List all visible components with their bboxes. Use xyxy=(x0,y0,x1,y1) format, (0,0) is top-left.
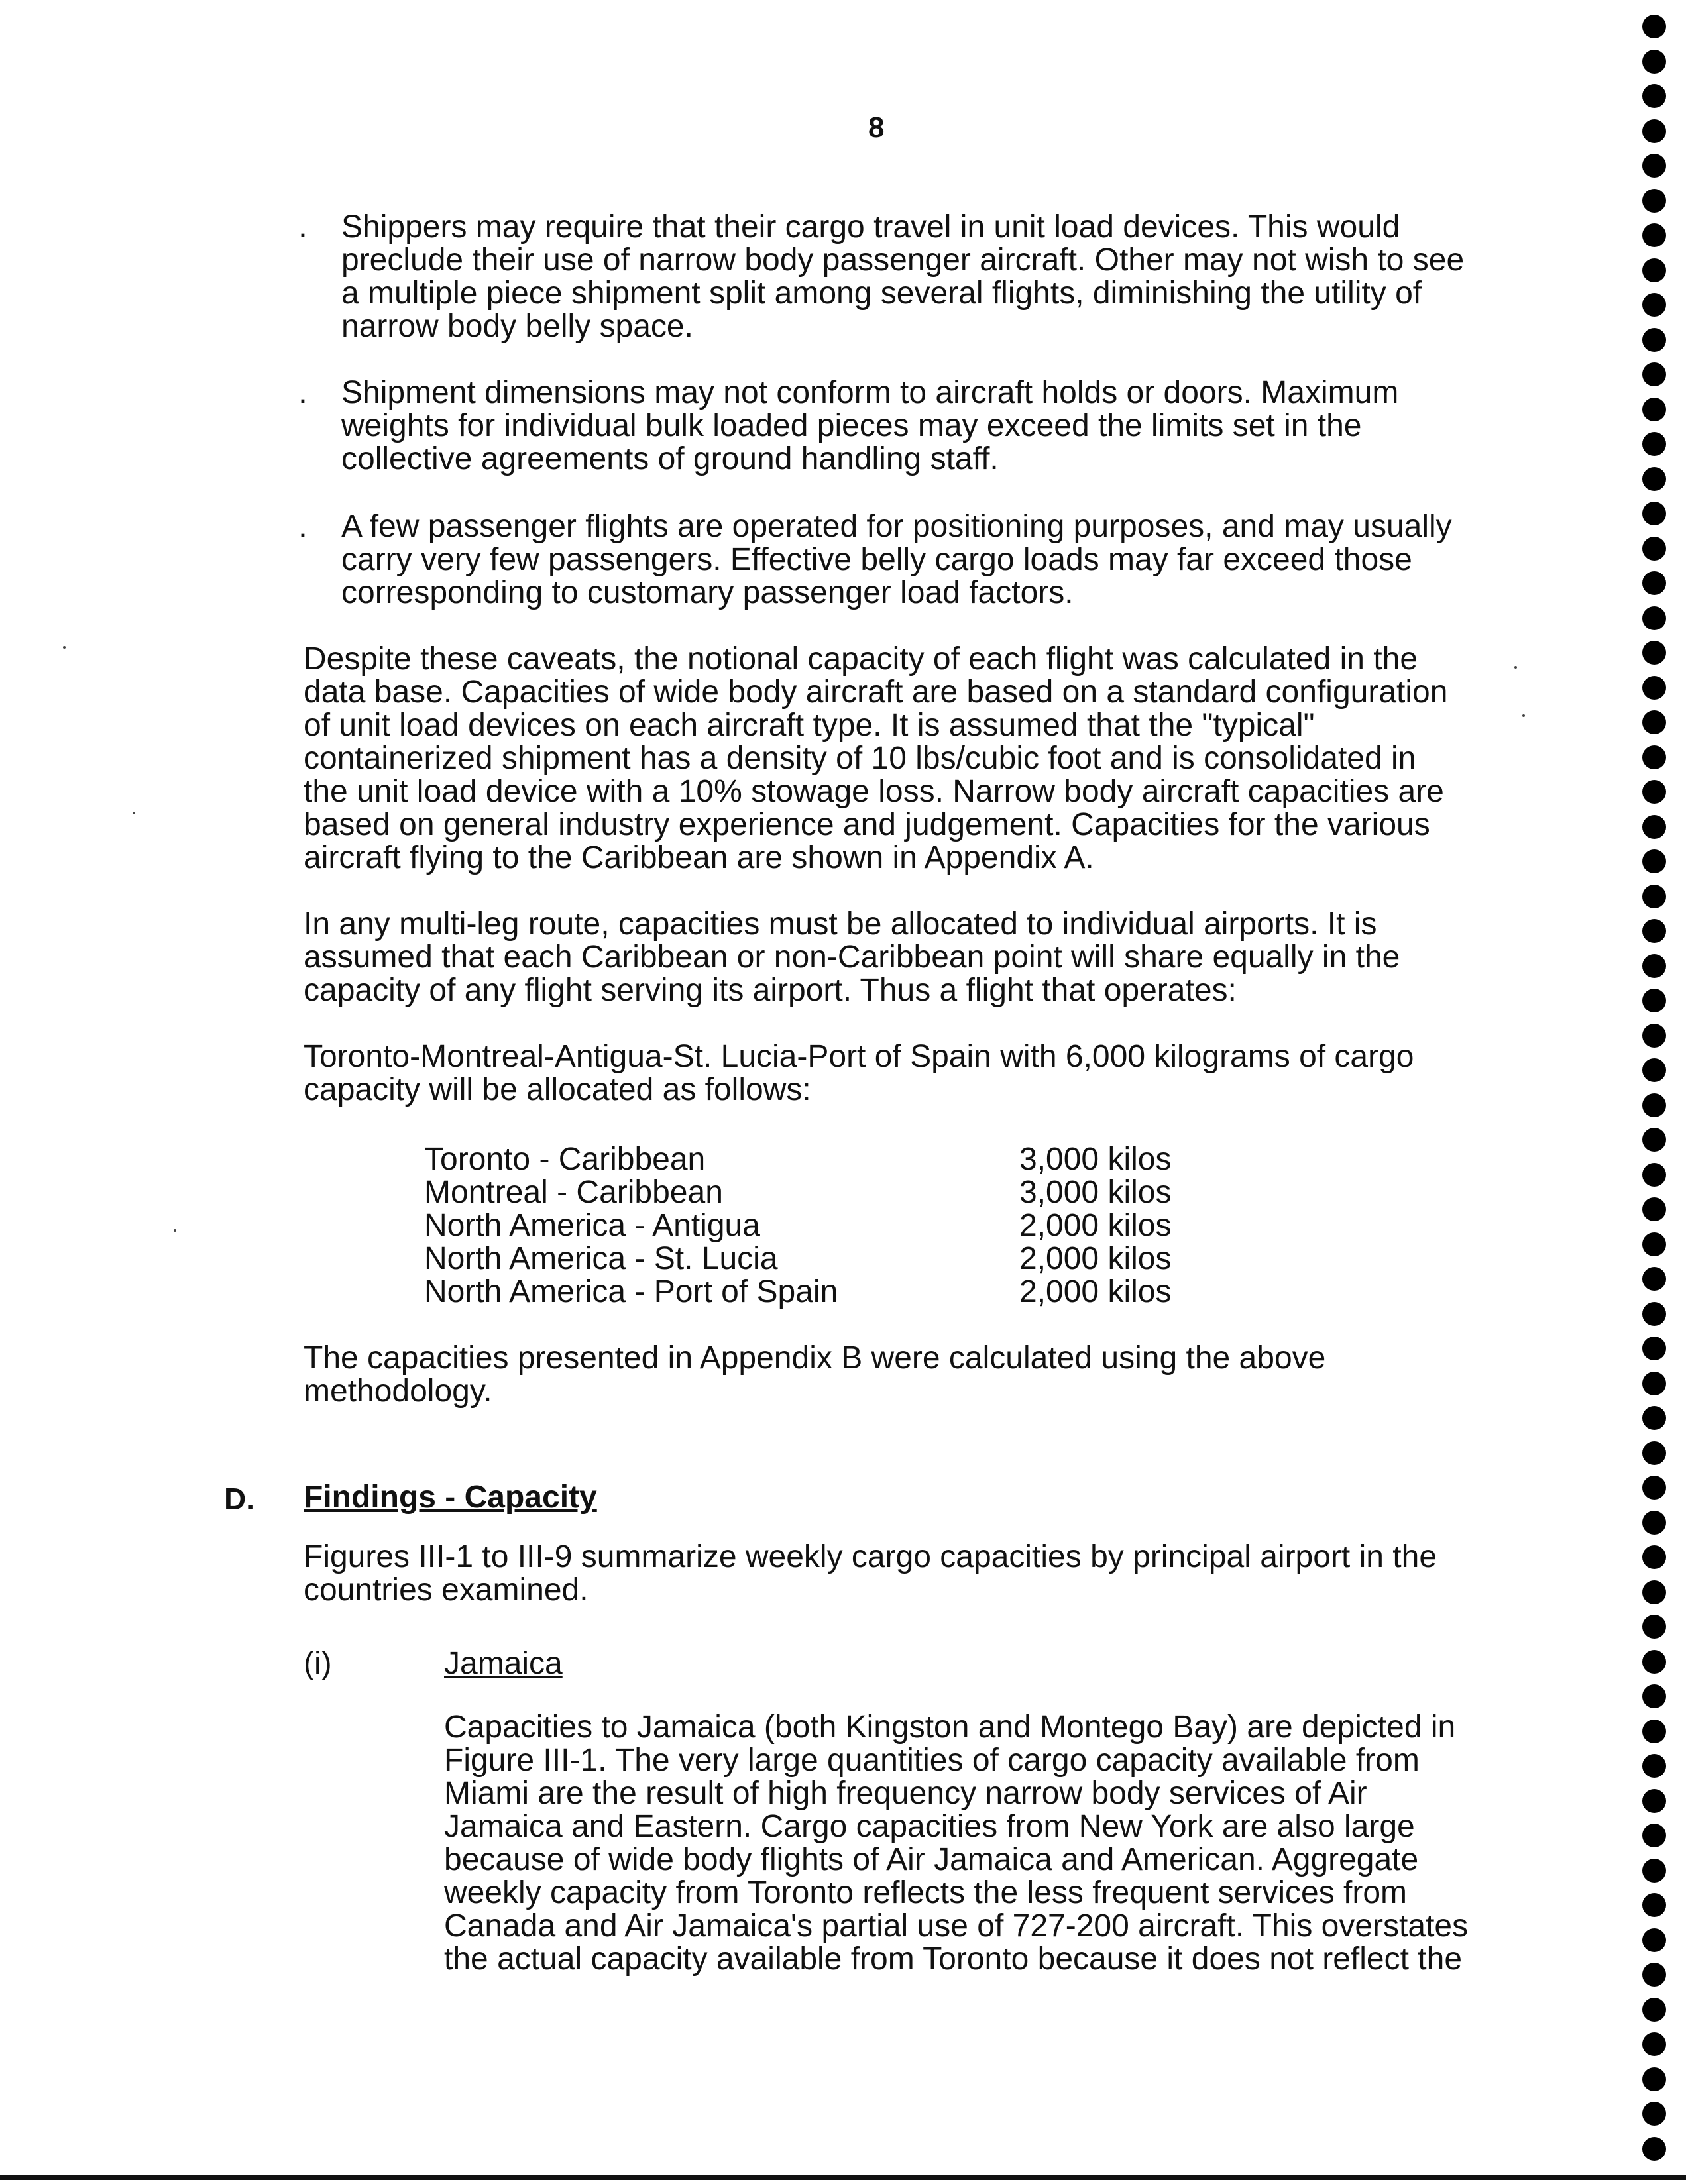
text-line: assumed that each Caribbean or non-Caribbean point will share equally in the xyxy=(304,940,1400,975)
paragraph-jamaica xyxy=(444,1711,1571,1976)
text-line: Shipment dimensions may not conform to aircraft holds or doors. Maximum xyxy=(341,375,1399,410)
capacity-cell: 2,000 kilos xyxy=(1019,1274,1172,1309)
binder-hole xyxy=(1642,84,1666,108)
binder-hole xyxy=(1642,1824,1666,1847)
binder-hole xyxy=(1642,1511,1666,1535)
paragraph-appendix-b xyxy=(304,1342,1530,1408)
text-line: Canada and Air Jamaica's partial use of 727-200 aircraft. This overstates xyxy=(444,1908,1469,1943)
text-line: narrow body belly space. xyxy=(341,309,693,344)
text-line: because of wide body flights of Air Jamaica and American. Aggregate xyxy=(444,1842,1419,1877)
binder-hole xyxy=(1642,189,1666,213)
bullet-item-shipment-dimensions xyxy=(341,376,1587,476)
binder-hole xyxy=(1642,1998,1666,2022)
binder-hole xyxy=(1642,676,1666,700)
text-line: Toronto-Montreal-Antigua-St. Lucia-Port of Spain with 6,000 kilograms of cargo xyxy=(304,1039,1414,1074)
binder-hole xyxy=(1642,1163,1666,1187)
binder-hole xyxy=(1642,1720,1666,1743)
bullet-marker: . xyxy=(298,207,308,245)
binder-hole xyxy=(1642,119,1666,143)
text-line: containerized shipment has a density of 10 lbs/cubic foot and is consolidated in xyxy=(304,741,1416,776)
binder-hole xyxy=(1642,1545,1666,1569)
binder-hole xyxy=(1642,1859,1666,1883)
paragraph-caveats xyxy=(304,643,1530,875)
text-line: weekly capacity from Toronto reflects the less frequent services from xyxy=(444,1875,1408,1910)
paragraph-multi-leg xyxy=(304,908,1530,1007)
binder-hole xyxy=(1642,1406,1666,1430)
binder-hole xyxy=(1642,15,1666,38)
binder-hole xyxy=(1642,571,1666,595)
section-letter: D. xyxy=(224,1482,254,1516)
scan-speck xyxy=(1522,714,1525,717)
scan-speck xyxy=(1514,666,1517,669)
text-line: Despite these caveats, the notional capacity of each flight was calculated in the xyxy=(304,641,1418,677)
text-line: the unit load device with a 10% stowage loss. Narrow body aircraft capacities are xyxy=(304,774,1444,809)
binder-hole xyxy=(1642,1615,1666,1639)
binder-hole xyxy=(1642,989,1666,1012)
binder-hole xyxy=(1642,2067,1666,2091)
binder-hole xyxy=(1642,1058,1666,1082)
binder-hole xyxy=(1642,1650,1666,1674)
paragraph-route xyxy=(304,1040,1530,1107)
text-line: aircraft flying to the Caribbean are shown in Appendix A. xyxy=(304,840,1094,875)
binder-hole xyxy=(1642,502,1666,525)
text-line: methodology. xyxy=(304,1374,492,1409)
text-line: Figure III-1. The very large quantities of cargo capacity available from xyxy=(444,1743,1420,1778)
binder-hole xyxy=(1642,467,1666,491)
scan-speck xyxy=(63,646,66,649)
text-line: capacity will be allocated as follows: xyxy=(304,1072,811,1107)
binder-hole xyxy=(1642,223,1666,247)
binder-hole xyxy=(1642,1024,1666,1048)
binder-hole xyxy=(1642,50,1666,74)
route-cell: North America - St. Lucia xyxy=(424,1241,778,1276)
page-bottom-edge xyxy=(0,2175,1686,2180)
text-line: preclude their use of narrow body passenger aircraft. Other may not wish to see xyxy=(341,243,1465,278)
allocation-table xyxy=(424,1143,1219,1309)
table-row xyxy=(424,1176,1219,1209)
binder-hole xyxy=(1642,745,1666,769)
binder-hole xyxy=(1642,1337,1666,1360)
binder-hole xyxy=(1642,328,1666,352)
subsection-title: Jamaica xyxy=(444,1646,563,1681)
binder-hole xyxy=(1642,919,1666,943)
binder-hole xyxy=(1642,849,1666,873)
binder-hole xyxy=(1642,1893,1666,1917)
text-line: Figures III-1 to III-9 summarize weekly cargo capacities by principal airport in the xyxy=(304,1539,1437,1574)
binder-hole xyxy=(1642,641,1666,665)
binder-hole xyxy=(1642,1963,1666,1987)
section-title: Findings - Capacity xyxy=(304,1480,597,1515)
text-line: weights for individual bulk loaded pieces may exceed the limits set in the xyxy=(341,408,1362,443)
binder-hole xyxy=(1642,2102,1666,2126)
binder-hole xyxy=(1642,1476,1666,1500)
text-line: capacity of any flight serving its airport. Thus a flight that operates: xyxy=(304,973,1237,1008)
text-line: corresponding to customary passenger load factors. xyxy=(341,575,1074,610)
bullet-item-unit-load-devices xyxy=(341,211,1587,343)
route-cell: North America - Port of Spain xyxy=(424,1274,838,1309)
binder-hole xyxy=(1642,780,1666,804)
binder-hole xyxy=(1642,258,1666,282)
binder-hole xyxy=(1642,1302,1666,1326)
text-line: a multiple piece shipment split among several flights, diminishing the utility of xyxy=(341,276,1422,311)
table-row xyxy=(424,1276,1219,1309)
table-row xyxy=(424,1209,1219,1242)
binder-holes xyxy=(1642,0,1669,2184)
capacity-cell: 2,000 kilos xyxy=(1019,1208,1172,1243)
text-line: Jamaica and Eastern. Cargo capacities from New York are also large xyxy=(444,1809,1415,1844)
capacity-cell: 2,000 kilos xyxy=(1019,1241,1172,1276)
route-cell: Montreal - Caribbean xyxy=(424,1175,723,1210)
route-cell: North America - Antigua xyxy=(424,1208,760,1243)
binder-hole xyxy=(1642,1684,1666,1708)
binder-hole xyxy=(1642,362,1666,386)
binder-hole xyxy=(1642,398,1666,421)
text-line: A few passenger flights are operated for positioning purposes, and may usually xyxy=(341,509,1452,544)
scan-speck xyxy=(133,812,135,814)
subsection-number: (i) xyxy=(304,1646,332,1681)
binder-hole xyxy=(1642,1267,1666,1291)
table-row xyxy=(424,1143,1219,1176)
binder-hole xyxy=(1642,954,1666,978)
binder-hole xyxy=(1642,1928,1666,1952)
text-line: countries examined. xyxy=(304,1572,589,1608)
text-line: Capacities to Jamaica (both Kingston and Montego Bay) are depicted in xyxy=(444,1710,1456,1745)
text-line: carry very few passengers. Effective belly cargo loads may far exceed those xyxy=(341,542,1412,577)
text-line: Miami are the result of high frequency narrow body services of Air xyxy=(444,1776,1367,1811)
text-line: In any multi-leg route, capacities must be allocated to individual airports. It is xyxy=(304,906,1377,942)
text-line: The capacities presented in Appendix B were calculated using the above xyxy=(304,1340,1326,1376)
paragraph-figures xyxy=(304,1541,1530,1607)
binder-hole xyxy=(1642,2032,1666,2056)
binder-hole xyxy=(1642,293,1666,317)
bullet-marker: . xyxy=(298,373,308,410)
text-line: based on general industry experience and judgement. Capacities for the various xyxy=(304,807,1430,842)
binder-hole xyxy=(1642,1372,1666,1395)
binder-hole xyxy=(1642,1128,1666,1152)
binder-hole xyxy=(1642,1093,1666,1117)
capacity-cell: 3,000 kilos xyxy=(1019,1142,1172,1177)
binder-hole xyxy=(1642,1754,1666,1778)
text-line: the actual capacity available from Toronto because it does not reflect the xyxy=(444,1941,1463,1977)
binder-hole xyxy=(1642,1580,1666,1604)
table-row xyxy=(424,1242,1219,1276)
binder-hole xyxy=(1642,1232,1666,1256)
binder-hole xyxy=(1642,1789,1666,1813)
binder-hole xyxy=(1642,606,1666,630)
binder-hole xyxy=(1642,154,1666,178)
text-line: collective agreements of ground handling staff. xyxy=(341,441,999,476)
route-cell: Toronto - Caribbean xyxy=(424,1142,706,1177)
bullet-marker: . xyxy=(298,508,308,545)
bullet-item-positioning-flights xyxy=(341,510,1587,610)
binder-hole xyxy=(1642,432,1666,456)
binder-hole xyxy=(1642,1197,1666,1221)
text-line: of unit load devices on each aircraft type. It is assumed that the "typical" xyxy=(304,708,1315,743)
binder-hole xyxy=(1642,1441,1666,1465)
binder-hole xyxy=(1642,885,1666,908)
scan-speck xyxy=(174,1229,176,1232)
capacity-cell: 3,000 kilos xyxy=(1019,1175,1172,1210)
text-line: data base. Capacities of wide body aircraft are based on a standard configuration xyxy=(304,675,1448,710)
binder-hole xyxy=(1642,2137,1666,2161)
text-line: Shippers may require that their cargo travel in unit load devices. This would xyxy=(341,209,1400,245)
binder-hole xyxy=(1642,815,1666,839)
page-number: 8 xyxy=(868,111,885,144)
binder-hole xyxy=(1642,537,1666,561)
binder-hole xyxy=(1642,710,1666,734)
